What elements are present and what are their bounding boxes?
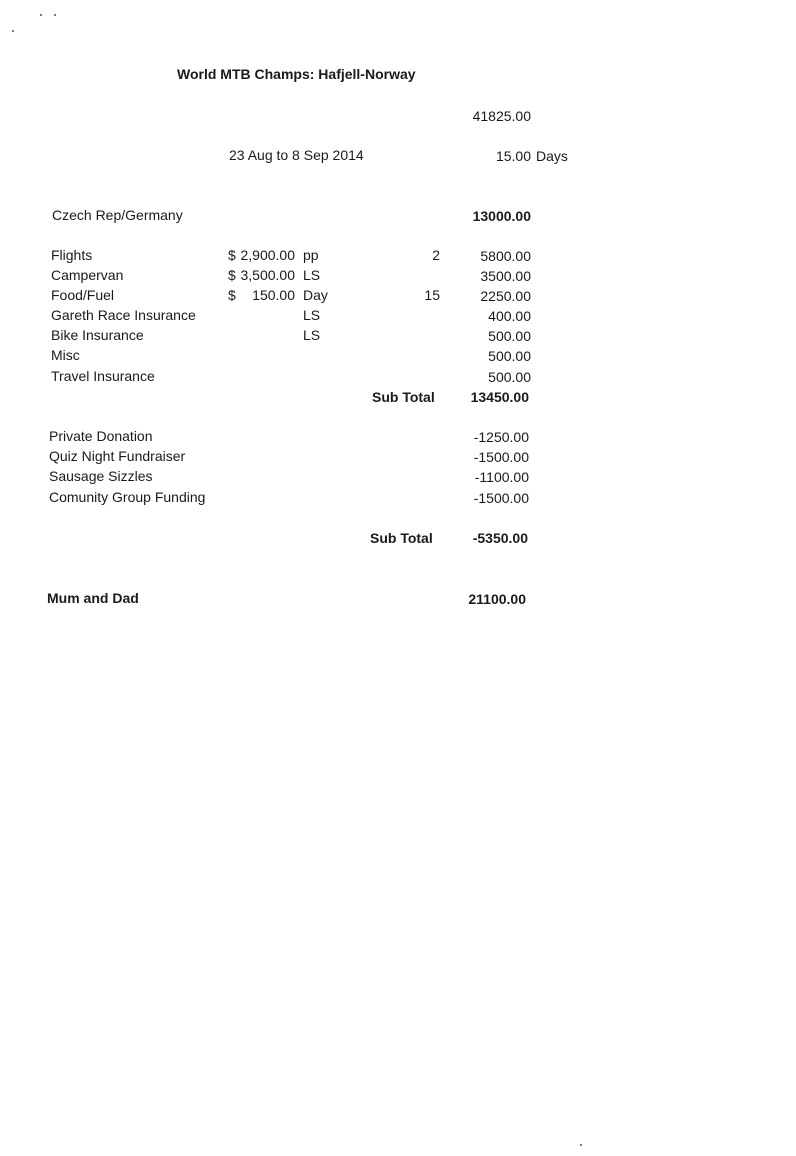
expense-rate: 3,500.00 [240,267,295,283]
income-amount: -1500.00 [473,490,529,506]
expense-qty: 15 [424,287,440,303]
expense-amount: 5800.00 [480,248,531,264]
expenses-subtotal-label: Sub Total [372,389,435,405]
income-amount: -1500.00 [473,449,529,465]
income-item: Comunity Group Funding [49,489,206,505]
document-title: World MTB Champs: Hafjell-Norway [177,66,416,82]
income-item: Sausage Sizzles [49,468,153,484]
balance-amount: 21100.00 [468,591,526,607]
scan-speck [580,1144,582,1146]
expense-amount: 500.00 [488,369,531,385]
expense-amount: 500.00 [488,328,531,344]
expense-amount: 2250.00 [480,288,531,304]
scan-speck [40,14,42,16]
leg-label: Czech Rep/Germany [52,207,183,223]
days-label: Days [536,148,568,164]
date-range: 23 Aug to 8 Sep 2014 [229,147,364,163]
expense-amount: 400.00 [488,308,531,324]
income-subtotal-amount: -5350.00 [472,530,528,546]
days-value: 15.00 [495,148,531,164]
expense-unit: Day [303,287,328,303]
income-amount: -1250.00 [473,429,529,445]
balance-label: Mum and Dad [47,590,139,606]
dollar-sign: $ [228,287,236,303]
income-amount: -1100.00 [474,469,529,485]
expense-item: Food/Fuel [51,287,115,303]
expense-unit: LS [303,267,321,283]
grand-total-top: 41825.00 [472,108,531,124]
expense-unit: pp [303,247,319,263]
expense-item: Campervan [51,267,124,283]
expense-item: Misc [51,347,80,363]
dollar-sign: $ [228,247,236,263]
expenses-subtotal-amount: 13450.00 [470,389,529,405]
expense-rate: 150.00 [252,287,295,303]
expense-item: Bike Insurance [51,327,144,343]
expense-rate: 2,900.00 [240,247,295,263]
scan-speck [12,30,14,32]
expense-item: Gareth Race Insurance [51,307,196,323]
dollar-sign: $ [228,267,236,283]
income-subtotal-label: Sub Total [370,530,433,546]
expense-amount: 500.00 [488,348,531,364]
expense-item: Travel Insurance [51,368,155,384]
income-item: Private Donation [49,428,153,444]
scan-speck [54,14,56,16]
expense-item: Flights [51,247,93,263]
expense-amount: 3500.00 [480,268,531,284]
income-item: Quiz Night Fundraiser [49,448,186,464]
leg-amount: 13000.00 [472,208,531,224]
expense-unit: LS [303,307,321,323]
expense-qty: 2 [432,247,440,263]
expense-unit: LS [303,327,321,343]
